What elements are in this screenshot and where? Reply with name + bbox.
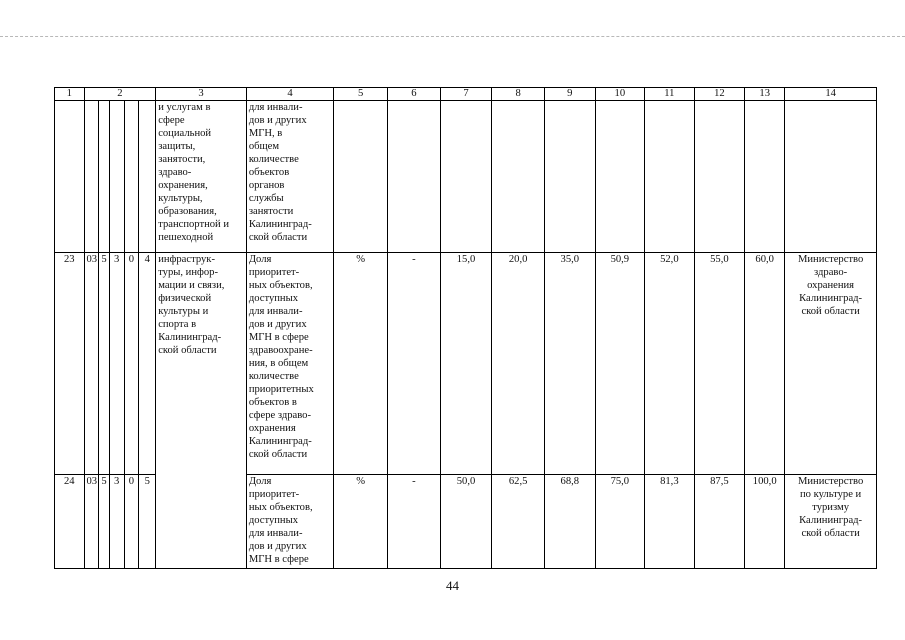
code-cell: 03 (84, 475, 99, 569)
unit-cell: % (334, 475, 388, 569)
value-cell: 20,0 (492, 253, 545, 475)
table-cell (124, 101, 139, 253)
header-cell: 7 (440, 88, 492, 101)
indicator-table (54, 87, 877, 569)
code-cell: 0 (124, 475, 139, 569)
value-cell: 55,0 (694, 253, 745, 475)
table-cell (55, 101, 85, 253)
code-cell: 4 (139, 253, 156, 475)
table-cell (334, 101, 388, 253)
header-cell: 11 (645, 88, 695, 101)
table-cell (694, 101, 745, 253)
table-cell (492, 101, 545, 253)
value-cell: 68,8 (545, 475, 596, 569)
table-cell (84, 101, 99, 253)
indicator-name: Доля приоритет- ных объектов, доступных для инвали- дов и других МГН в сфере (246, 475, 333, 569)
code-cell: 3 (109, 253, 124, 475)
table-cell (785, 101, 877, 253)
code-cell: 3 (109, 475, 124, 569)
continuation-text-col3: и услугам в сфере социальной защиты, занятости, здраво- охранения, культуры, образования, транспортной и пешеходной (156, 101, 247, 253)
header-cell: 2 (84, 88, 156, 101)
header-cell: 5 (334, 88, 388, 101)
code-cell: 5 (99, 475, 110, 569)
row-number: 24 (55, 475, 85, 569)
header-cell: 9 (545, 88, 596, 101)
header-cell: 3 (156, 88, 247, 101)
table-cell (545, 101, 596, 253)
value-cell: 100,0 (745, 475, 785, 569)
base-value-cell: - (388, 475, 441, 569)
table-cell (139, 101, 156, 253)
value-cell: 35,0 (545, 253, 596, 475)
code-cell: 5 (139, 475, 156, 569)
row-number: 23 (55, 253, 85, 475)
table-row-23 (55, 253, 877, 475)
value-cell: 75,0 (595, 475, 645, 569)
table-cell (745, 101, 785, 253)
table-row (55, 101, 877, 253)
value-cell: 52,0 (645, 253, 695, 475)
value-cell: 87,5 (694, 475, 745, 569)
executor-cell: Министерство по культуре и туризму Калининград- ской области (785, 475, 877, 569)
table-cell (595, 101, 645, 253)
code-cell: 5 (99, 253, 110, 475)
table-cell (99, 101, 110, 253)
value-cell: 15,0 (440, 253, 492, 475)
header-cell: 8 (492, 88, 545, 101)
code-cell: 03 (84, 253, 99, 475)
header-row (55, 88, 877, 101)
value-cell: 62,5 (492, 475, 545, 569)
continuation-text-col4: для инвали- дов и других МГН, в общем количестве объектов органов службы занятости Калининград- ской области (246, 101, 333, 253)
table-cell (388, 101, 441, 253)
header-cell: 10 (595, 88, 645, 101)
value-cell: 50,9 (595, 253, 645, 475)
program-scope-cell: инфраструк- туры, инфор- мации и связи, физической культуры и спорта в Калининград- ской области (156, 253, 247, 569)
header-cell: 12 (694, 88, 745, 101)
table-cell (645, 101, 695, 253)
header-cell: 14 (785, 88, 877, 101)
header-cell: 4 (246, 88, 333, 101)
table-cell (109, 101, 124, 253)
base-value-cell: - (388, 253, 441, 475)
header-cell: 13 (745, 88, 785, 101)
page-number: 44 (446, 578, 459, 593)
value-cell: 81,3 (645, 475, 695, 569)
value-cell: 50,0 (440, 475, 492, 569)
header-cell: 1 (55, 88, 85, 101)
executor-cell: Министерство здраво- охранения Калининград- ской области (785, 253, 877, 475)
unit-cell: % (334, 253, 388, 475)
indicator-name: Доля приоритет- ных объектов, доступных для инвали- дов и других МГН в сфере здравоохране- ния, в общем количестве приоритетных объектов в сфере здраво- охранения Калининград- ской области (246, 253, 333, 475)
table-cell (440, 101, 492, 253)
code-cell: 0 (124, 253, 139, 475)
top-divider (0, 36, 905, 37)
value-cell: 60,0 (745, 253, 785, 475)
header-cell: 6 (388, 88, 441, 101)
